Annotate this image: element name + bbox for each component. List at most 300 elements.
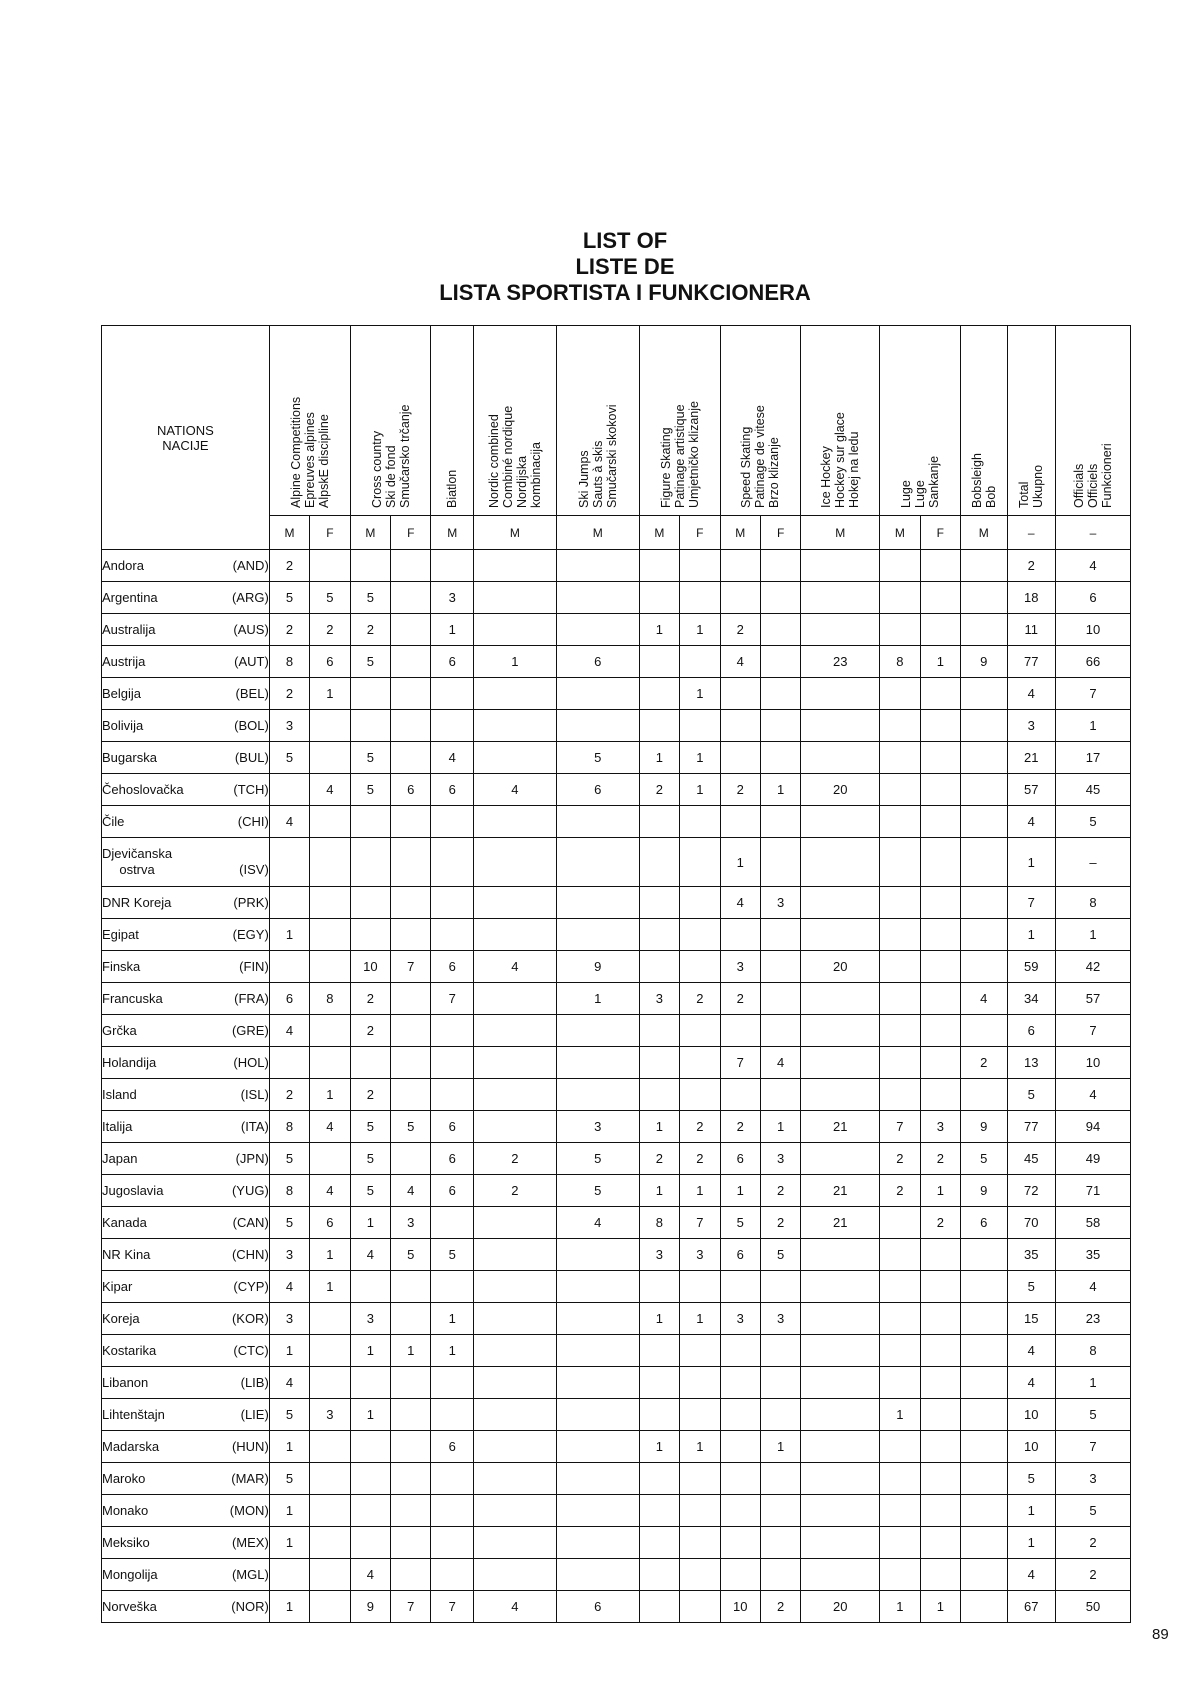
- count-cell: [431, 550, 473, 582]
- count-cell: [801, 1463, 880, 1495]
- count-cell: [391, 1303, 431, 1335]
- count-cell: 5: [391, 1239, 431, 1271]
- nation-cell: [102, 951, 270, 983]
- count-cell: [961, 1335, 1007, 1367]
- count-cell: 5: [350, 1175, 390, 1207]
- count-cell: 6: [556, 774, 639, 806]
- count-cell: [801, 1399, 880, 1431]
- count-cell: 1: [1007, 838, 1056, 887]
- count-cell: [880, 614, 920, 646]
- count-cell: [920, 1559, 960, 1591]
- table-row: [102, 710, 1131, 742]
- count-cell: 6: [310, 646, 350, 678]
- count-cell: 3: [639, 983, 679, 1015]
- count-cell: [556, 582, 639, 614]
- sport-header-label: Alpine Competitions Epreuves alpines AlpskE discipline: [288, 396, 331, 508]
- table-row: [102, 887, 1131, 919]
- count-cell: [473, 1399, 556, 1431]
- count-cell: [680, 887, 720, 919]
- nation-code: (CHN): [231, 1247, 269, 1262]
- count-cell: [680, 1335, 720, 1367]
- count-cell: [961, 887, 1007, 919]
- count-cell: [961, 1239, 1007, 1271]
- count-cell: [269, 838, 309, 887]
- count-cell: [961, 710, 1007, 742]
- count-cell: [880, 983, 920, 1015]
- count-cell: 4: [269, 1271, 309, 1303]
- nation-name: Francuska: [102, 991, 163, 1006]
- table-row: [102, 550, 1131, 582]
- count-cell: 6: [720, 1143, 760, 1175]
- count-cell: 10: [720, 1591, 760, 1623]
- count-cell: 1: [880, 1591, 920, 1623]
- count-cell: 2: [473, 1143, 556, 1175]
- count-cell: [310, 1143, 350, 1175]
- count-cell: [391, 1079, 431, 1111]
- count-cell: 4: [473, 951, 556, 983]
- count-cell: 7: [1056, 678, 1131, 710]
- count-cell: 5: [556, 1143, 639, 1175]
- table-row: [102, 774, 1131, 806]
- count-cell: [639, 678, 679, 710]
- count-cell: 5: [391, 1111, 431, 1143]
- sport-header-cell: [639, 326, 720, 516]
- count-cell: 23: [1056, 1303, 1131, 1335]
- nation-name: Andora: [102, 558, 144, 573]
- count-cell: 3: [1056, 1463, 1131, 1495]
- count-cell: 57: [1056, 983, 1131, 1015]
- count-cell: [639, 887, 679, 919]
- count-cell: 1: [1056, 710, 1131, 742]
- count-cell: 4: [961, 983, 1007, 1015]
- nation-cell: [102, 678, 270, 710]
- count-cell: [391, 710, 431, 742]
- count-cell: –: [1056, 838, 1131, 887]
- count-cell: 20: [801, 951, 880, 983]
- nation-name: Lihtenštajn: [102, 1407, 165, 1422]
- count-cell: [473, 806, 556, 838]
- count-cell: [639, 646, 679, 678]
- count-cell: [639, 919, 679, 951]
- count-cell: [639, 710, 679, 742]
- nation-code: (ISL): [240, 1087, 269, 1102]
- nation-cell: [102, 1015, 270, 1047]
- count-cell: 23: [801, 646, 880, 678]
- nation-code: (KOR): [231, 1311, 269, 1326]
- count-cell: [680, 951, 720, 983]
- count-cell: [639, 1399, 679, 1431]
- nation-name: Bolivija: [102, 718, 144, 733]
- count-cell: 66: [1056, 646, 1131, 678]
- count-cell: [720, 1559, 760, 1591]
- count-cell: 1: [680, 1303, 720, 1335]
- nation-name: NR Kina: [102, 1247, 151, 1262]
- sport-header-cell: [431, 326, 473, 516]
- count-cell: [473, 1271, 556, 1303]
- count-cell: 4: [1007, 1335, 1056, 1367]
- count-cell: [310, 1527, 350, 1559]
- count-cell: [310, 887, 350, 919]
- count-cell: [639, 1591, 679, 1623]
- count-cell: 1: [556, 983, 639, 1015]
- count-cell: 5: [431, 1239, 473, 1271]
- nation-code: (ARG): [231, 590, 269, 605]
- count-cell: [680, 1399, 720, 1431]
- count-cell: 1: [1056, 919, 1131, 951]
- count-cell: 13: [1007, 1047, 1056, 1079]
- count-cell: 8: [310, 983, 350, 1015]
- count-cell: [880, 1335, 920, 1367]
- count-cell: 1: [431, 1335, 473, 1367]
- count-cell: 5: [269, 1399, 309, 1431]
- nation-name: Holandija: [102, 1055, 157, 1070]
- count-cell: 1: [639, 1175, 679, 1207]
- count-cell: [801, 1431, 880, 1463]
- count-cell: [350, 710, 390, 742]
- count-cell: 2: [760, 1175, 800, 1207]
- nation-cell: [102, 1303, 270, 1335]
- table-row: [102, 1431, 1131, 1463]
- count-cell: 21: [801, 1207, 880, 1239]
- count-cell: [473, 742, 556, 774]
- table-row: [102, 983, 1131, 1015]
- count-cell: 4: [350, 1239, 390, 1271]
- count-cell: 6: [1007, 1015, 1056, 1047]
- count-cell: [473, 1527, 556, 1559]
- count-cell: [760, 983, 800, 1015]
- count-cell: [473, 1463, 556, 1495]
- table-row: [102, 951, 1131, 983]
- count-cell: [556, 1559, 639, 1591]
- count-cell: 5: [556, 742, 639, 774]
- count-cell: [680, 1079, 720, 1111]
- nation-code: (JPN): [235, 1151, 269, 1166]
- count-cell: 72: [1007, 1175, 1056, 1207]
- count-cell: 6: [720, 1239, 760, 1271]
- count-cell: 8: [269, 646, 309, 678]
- count-cell: [639, 1079, 679, 1111]
- table-row: [102, 919, 1131, 951]
- count-cell: 10: [1056, 614, 1131, 646]
- count-cell: [760, 806, 800, 838]
- count-cell: [431, 1079, 473, 1111]
- count-cell: 18: [1007, 582, 1056, 614]
- nation-code: (PRK): [233, 895, 269, 910]
- count-cell: 1: [680, 1431, 720, 1463]
- count-cell: 2: [350, 1079, 390, 1111]
- count-cell: 6: [391, 774, 431, 806]
- count-cell: [391, 1047, 431, 1079]
- nation-name: Egipat: [102, 927, 139, 942]
- nation-code: (BEL): [235, 686, 269, 701]
- count-cell: [473, 1303, 556, 1335]
- count-cell: [920, 1495, 960, 1527]
- count-cell: [961, 951, 1007, 983]
- count-cell: 5: [350, 1111, 390, 1143]
- table-row: [102, 1207, 1131, 1239]
- table-row: [102, 1495, 1131, 1527]
- count-cell: 2: [269, 678, 309, 710]
- count-cell: 7: [391, 951, 431, 983]
- count-cell: [720, 806, 760, 838]
- count-cell: [310, 1431, 350, 1463]
- count-cell: [801, 1015, 880, 1047]
- count-cell: [391, 983, 431, 1015]
- table-row: [102, 1143, 1131, 1175]
- count-cell: [920, 710, 960, 742]
- count-cell: [961, 1431, 1007, 1463]
- sport-header-cell: [720, 326, 801, 516]
- count-cell: [880, 838, 920, 887]
- count-cell: [680, 1367, 720, 1399]
- count-cell: [350, 806, 390, 838]
- count-cell: 1: [1056, 1367, 1131, 1399]
- count-cell: [801, 919, 880, 951]
- count-cell: [961, 1399, 1007, 1431]
- count-cell: [920, 550, 960, 582]
- count-cell: 67: [1007, 1591, 1056, 1623]
- count-cell: 7: [1007, 887, 1056, 919]
- count-cell: [350, 1367, 390, 1399]
- count-cell: 5: [1056, 1495, 1131, 1527]
- count-cell: 3: [760, 887, 800, 919]
- nation-cell: [102, 1047, 270, 1079]
- count-cell: 71: [1056, 1175, 1131, 1207]
- count-cell: 3: [920, 1111, 960, 1143]
- count-cell: 1: [269, 1431, 309, 1463]
- count-cell: 1: [431, 614, 473, 646]
- count-cell: 20: [801, 1591, 880, 1623]
- count-cell: [680, 1591, 720, 1623]
- nation-code: (MAR): [231, 1471, 269, 1486]
- count-cell: 3: [269, 1239, 309, 1271]
- count-cell: 94: [1056, 1111, 1131, 1143]
- nation-cell: [102, 1559, 270, 1591]
- nation-name: Kostarika: [102, 1343, 157, 1358]
- count-cell: [350, 1463, 390, 1495]
- count-cell: [391, 1495, 431, 1527]
- count-cell: 9: [961, 1175, 1007, 1207]
- count-cell: [310, 1591, 350, 1623]
- nation-code: (FIN): [239, 959, 269, 974]
- count-cell: [720, 550, 760, 582]
- count-cell: 6: [431, 774, 473, 806]
- nation-code: (YUG): [231, 1183, 269, 1198]
- gender-header-cell: –: [1007, 516, 1056, 550]
- count-cell: 8: [1056, 1335, 1131, 1367]
- count-cell: [760, 951, 800, 983]
- count-cell: [350, 1047, 390, 1079]
- count-cell: 5: [1007, 1463, 1056, 1495]
- count-cell: [720, 582, 760, 614]
- title-line-3: LISTA SPORTISTA I FUNKCIONERA: [439, 280, 811, 305]
- count-cell: [639, 1559, 679, 1591]
- count-cell: [350, 838, 390, 887]
- count-cell: 7: [1056, 1431, 1131, 1463]
- count-cell: [556, 1239, 639, 1271]
- count-cell: 4: [1007, 806, 1056, 838]
- nation-cell: [102, 614, 270, 646]
- nation-name: Mongolija: [102, 1567, 158, 1582]
- nation-code: (CTC): [233, 1343, 269, 1358]
- count-cell: [961, 919, 1007, 951]
- count-cell: [556, 806, 639, 838]
- count-cell: 35: [1056, 1239, 1131, 1271]
- count-cell: 1: [720, 838, 760, 887]
- count-cell: [473, 614, 556, 646]
- count-cell: [880, 887, 920, 919]
- count-cell: [961, 1591, 1007, 1623]
- count-cell: [801, 1527, 880, 1559]
- nation-code: (CYP): [233, 1279, 269, 1294]
- nation-name: Norveška: [102, 1599, 157, 1614]
- count-cell: 2: [880, 1175, 920, 1207]
- count-cell: 57: [1007, 774, 1056, 806]
- nation-cell: [102, 1431, 270, 1463]
- nation-cell: [102, 1111, 270, 1143]
- gender-header-cell: F: [310, 516, 350, 550]
- count-cell: [310, 1559, 350, 1591]
- count-cell: 8: [269, 1111, 309, 1143]
- count-cell: [920, 1399, 960, 1431]
- nations-header: NATIONS NACIJE: [102, 326, 270, 550]
- count-cell: [720, 1367, 760, 1399]
- table-row: [102, 1399, 1131, 1431]
- count-cell: [801, 1271, 880, 1303]
- table-row: [102, 742, 1131, 774]
- sport-header-label: Officials Officiels Funkcioneri: [1072, 443, 1115, 508]
- gender-header-cell: M: [961, 516, 1007, 550]
- table-row: [102, 1239, 1131, 1271]
- count-cell: 9: [556, 951, 639, 983]
- count-cell: [391, 887, 431, 919]
- count-cell: [720, 1015, 760, 1047]
- nation-cell: [102, 1079, 270, 1111]
- count-cell: [720, 919, 760, 951]
- count-cell: 1: [1007, 919, 1056, 951]
- nation-name: DNR Koreja: [102, 895, 172, 910]
- count-cell: [473, 1079, 556, 1111]
- gender-header-cell: M: [473, 516, 556, 550]
- nation-code: (MON): [229, 1503, 269, 1518]
- count-cell: [720, 678, 760, 710]
- gender-header-cell: M: [431, 516, 473, 550]
- count-cell: [760, 1079, 800, 1111]
- count-cell: 4: [431, 742, 473, 774]
- count-cell: 2: [639, 774, 679, 806]
- count-cell: 10: [1007, 1399, 1056, 1431]
- count-cell: [880, 1431, 920, 1463]
- count-cell: 70: [1007, 1207, 1056, 1239]
- count-cell: 9: [961, 1111, 1007, 1143]
- page-title: [0, 228, 1200, 306]
- count-cell: [556, 678, 639, 710]
- count-cell: 8: [880, 646, 920, 678]
- count-cell: 9: [961, 646, 1007, 678]
- count-cell: 3: [269, 710, 309, 742]
- count-cell: [680, 1463, 720, 1495]
- count-cell: 1: [269, 1495, 309, 1527]
- gender-header-cell: M: [801, 516, 880, 550]
- count-cell: [391, 582, 431, 614]
- count-cell: [920, 1335, 960, 1367]
- title-line-1: LIST OF: [582, 228, 668, 253]
- count-cell: 1: [639, 1431, 679, 1463]
- count-cell: [961, 1463, 1007, 1495]
- nation-code: (TCH): [233, 782, 269, 797]
- count-cell: 5: [1056, 806, 1131, 838]
- count-cell: [269, 951, 309, 983]
- count-cell: 4: [350, 1559, 390, 1591]
- count-cell: 2: [269, 1079, 309, 1111]
- count-cell: [801, 582, 880, 614]
- count-cell: [680, 838, 720, 887]
- count-cell: [639, 582, 679, 614]
- count-cell: [760, 742, 800, 774]
- count-cell: 4: [1056, 1079, 1131, 1111]
- count-cell: [801, 710, 880, 742]
- count-cell: [310, 951, 350, 983]
- nation-code: (ITA): [240, 1119, 269, 1134]
- count-cell: 5: [350, 646, 390, 678]
- count-cell: [391, 919, 431, 951]
- sport-header-label: Total Ukupno: [1017, 464, 1046, 508]
- nation-name: Kipar: [102, 1279, 133, 1294]
- count-cell: 6: [431, 1175, 473, 1207]
- count-cell: 8: [269, 1175, 309, 1207]
- table-row: [102, 1527, 1131, 1559]
- count-cell: 2: [473, 1175, 556, 1207]
- count-cell: [720, 710, 760, 742]
- count-cell: 2: [1007, 550, 1056, 582]
- count-cell: [431, 1399, 473, 1431]
- count-cell: [961, 774, 1007, 806]
- nation-name: Kanada: [102, 1215, 147, 1230]
- count-cell: 4: [720, 646, 760, 678]
- count-cell: 2: [920, 1207, 960, 1239]
- count-cell: [391, 838, 431, 887]
- nation-cell: [102, 1367, 270, 1399]
- table-row: [102, 1079, 1131, 1111]
- count-cell: [920, 742, 960, 774]
- sport-header-label: Nordic combined Combiné nordique Nordijska kombinacija: [486, 405, 543, 508]
- count-cell: 3: [391, 1207, 431, 1239]
- count-cell: 2: [350, 614, 390, 646]
- nation-name: Jugoslavia: [102, 1183, 164, 1198]
- nation-name: Maroko: [102, 1471, 146, 1486]
- count-cell: [880, 1303, 920, 1335]
- count-cell: [760, 1495, 800, 1527]
- count-cell: 2: [720, 774, 760, 806]
- sport-header-label: Cross country Ski de fond Smučarsko trčanje: [369, 404, 412, 508]
- count-cell: [350, 887, 390, 919]
- count-cell: 35: [1007, 1239, 1056, 1271]
- count-cell: 7: [720, 1047, 760, 1079]
- count-cell: [961, 1271, 1007, 1303]
- count-cell: [920, 1303, 960, 1335]
- count-cell: 8: [639, 1207, 679, 1239]
- count-cell: 10: [1056, 1047, 1131, 1079]
- count-cell: 1: [473, 646, 556, 678]
- count-cell: 1: [760, 774, 800, 806]
- count-cell: 2: [920, 1143, 960, 1175]
- count-cell: 10: [350, 951, 390, 983]
- count-cell: 6: [431, 1111, 473, 1143]
- count-cell: 4: [310, 774, 350, 806]
- count-cell: [880, 1271, 920, 1303]
- count-cell: 1: [639, 614, 679, 646]
- count-cell: 1: [350, 1207, 390, 1239]
